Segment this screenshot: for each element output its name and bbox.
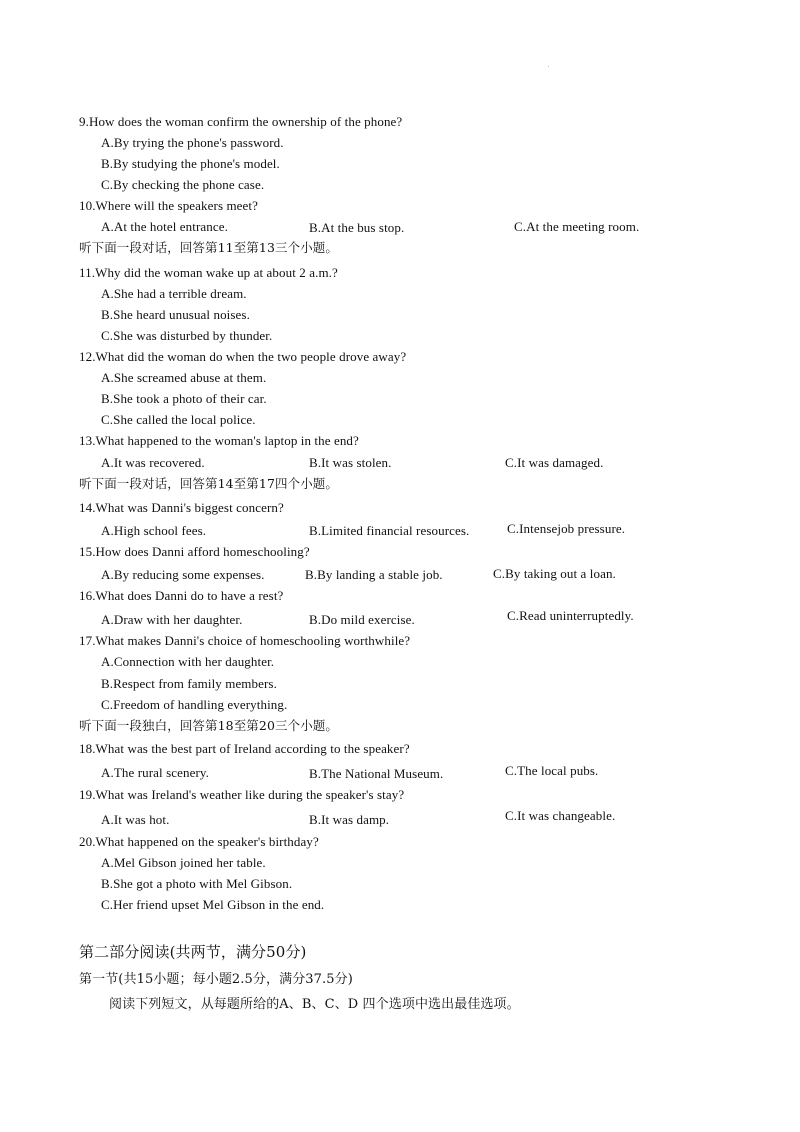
instruction-18-20: 听下面一段独白，回答第18至第20三个小题。 [79,718,339,733]
question-18-option-b: B.The National Museum. [309,766,444,781]
instruction-11-13: 听下面一段对话，回答第11至第13三个小题。 [79,240,339,255]
question-16-option-b: B.Do mild exercise. [309,612,415,627]
question-12: 12.What did the woman do when the two people drove away? [79,349,407,364]
question-15: 15.How does Danni afford homeschooling? [79,544,310,559]
question-10: 10.Where will the speakers meet? [79,198,258,213]
part-2-title: 第二部分阅读(共两节，满分50分) [79,943,307,961]
question-15-option-c: C.By taking out a loan. [493,566,616,581]
question-18-option-c: C.The local pubs. [505,763,599,778]
question-19: 19.What was Ireland's weather like during the speaker's stay? [79,787,405,802]
question-9-option-b: B.By studying the phone's model. [101,156,280,171]
question-18: 18.What was the best part of Ireland according to the speaker? [79,741,410,756]
question-17: 17.What makes Danni's choice of homeschooling worthwhile? [79,633,411,648]
question-14: 14.What was Danni's biggest concern? [79,500,284,515]
question-20-option-a: A.Mel Gibson joined her table. [101,855,266,870]
question-16: 16.What does Danni do to have a rest? [79,588,284,603]
question-14-option-a: A.High school fees. [101,523,207,538]
question-9-option-a: A.By trying the phone's password. [101,135,284,150]
question-14-option-c: C.Intensejob pressure. [507,521,626,536]
question-13: 13.What happened to the woman's laptop in the end? [79,433,359,448]
question-20: 20.What happened on the speaker's birthday? [79,834,319,849]
question-11-option-a: A.She had a terrible dream. [101,286,247,301]
question-20-option-b: B.She got a photo with Mel Gibson. [101,876,293,891]
question-14-option-b: B.Limited financial resources. [309,523,470,538]
question-15-option-b: B.By landing a stable job. [305,567,443,582]
instruction-14-17: 听下面一段对话，回答第14至第17四个小题。 [79,476,339,491]
question-16-option-c: C.Read uninterruptedly. [507,608,634,623]
question-16-option-a: A.Draw with her daughter. [101,612,243,627]
question-10-option-b: B.At the bus stop. [309,220,405,235]
question-11-option-c: C.She was disturbed by thunder. [101,328,273,343]
question-10-option-c: C.At the meeting room. [514,219,640,234]
scan-speck [548,66,549,67]
question-11: 11.Why did the woman wake up at about 2 a.m.? [79,265,338,280]
question-13-option-b: B.It was stolen. [309,455,392,470]
question-17-option-b: B.Respect from family members. [101,676,277,691]
reading-instruction: 阅读下列短文，从每题所给的A、B、C、D 四个选项中选出最佳选项。 [109,997,520,1012]
question-19-option-c: C.It was changeable. [505,808,616,823]
question-19-option-b: B.It was damp. [309,812,390,827]
question-20-option-c: C.Her friend upset Mel Gibson in the end. [101,897,325,912]
question-12-option-b: B.She took a photo of their car. [101,391,267,406]
question-18-option-a: A.The rural scenery. [101,765,209,780]
question-12-option-a: A.She screamed abuse at them. [101,370,267,385]
question-17-option-c: C.Freedom of handling everything. [101,697,288,712]
question-17-option-a: A.Connection with her daughter. [101,654,275,669]
question-13-option-a: A.It was recovered. [101,455,205,470]
question-15-option-a: A.By reducing some expenses. [101,567,265,582]
question-10-option-a: A.At the hotel entrance. [101,219,228,234]
question-11-option-b: B.She heard unusual noises. [101,307,250,322]
question-19-option-a: A.It was hot. [101,812,170,827]
question-12-option-c: C.She called the local police. [101,412,256,427]
question-13-option-c: C.It was damaged. [505,455,604,470]
question-9: 9.How does the woman confirm the ownership of the phone? [79,114,403,129]
question-9-option-c: C.By checking the phone case. [101,177,265,192]
section-1-title: 第一节(共15小题；每小题2.5分，满分37.5分) [79,972,353,987]
